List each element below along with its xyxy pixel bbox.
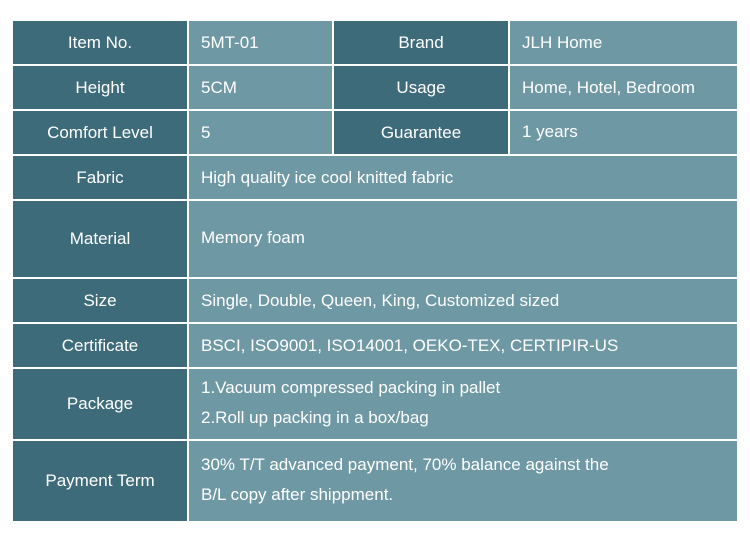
value-fabric: High quality ice cool knitted fabric bbox=[189, 156, 737, 199]
package-line-1: 1.Vacuum compressed packing in pallet bbox=[201, 378, 501, 397]
label-usage: Usage bbox=[334, 66, 508, 109]
label-comfort-level: Comfort Level bbox=[13, 111, 187, 154]
spec-table bbox=[13, 21, 737, 521]
payment-line-1: 30% T/T advanced payment, 70% balance against the bbox=[201, 455, 609, 474]
label-height: Height bbox=[13, 66, 187, 109]
package-line-2: 2.Roll up packing in a box/bag bbox=[201, 408, 429, 427]
label-certificate: Certificate bbox=[13, 324, 187, 367]
label-fabric: Fabric bbox=[13, 156, 187, 199]
value-certificate: BSCI, ISO9001, ISO14001, OEKO-TEX, CERTIPIR-US bbox=[189, 324, 737, 367]
label-material: Material bbox=[13, 201, 187, 277]
label-package: Package bbox=[13, 369, 187, 439]
label-size: Size bbox=[13, 279, 187, 322]
value-height: 5CM bbox=[189, 66, 332, 109]
value-material: Memory foam bbox=[189, 201, 737, 277]
value-payment-term bbox=[189, 441, 737, 521]
label-payment-term: Payment Term bbox=[13, 441, 187, 521]
value-package bbox=[189, 369, 737, 439]
value-usage: Home, Hotel, Bedroom bbox=[510, 66, 737, 109]
value-size: Single, Double, Queen, King, Customized sized bbox=[189, 279, 737, 322]
label-guarantee: Guarantee bbox=[334, 111, 508, 154]
payment-line-2: B/L copy after shippment. bbox=[201, 485, 394, 504]
value-item-no: 5MT-01 bbox=[189, 21, 332, 64]
value-guarantee: 1 years bbox=[510, 111, 737, 154]
value-brand: JLH Home bbox=[510, 21, 737, 64]
value-comfort-level: 5 bbox=[189, 111, 332, 154]
label-item-no: Item No. bbox=[13, 21, 187, 64]
label-brand: Brand bbox=[334, 21, 508, 64]
